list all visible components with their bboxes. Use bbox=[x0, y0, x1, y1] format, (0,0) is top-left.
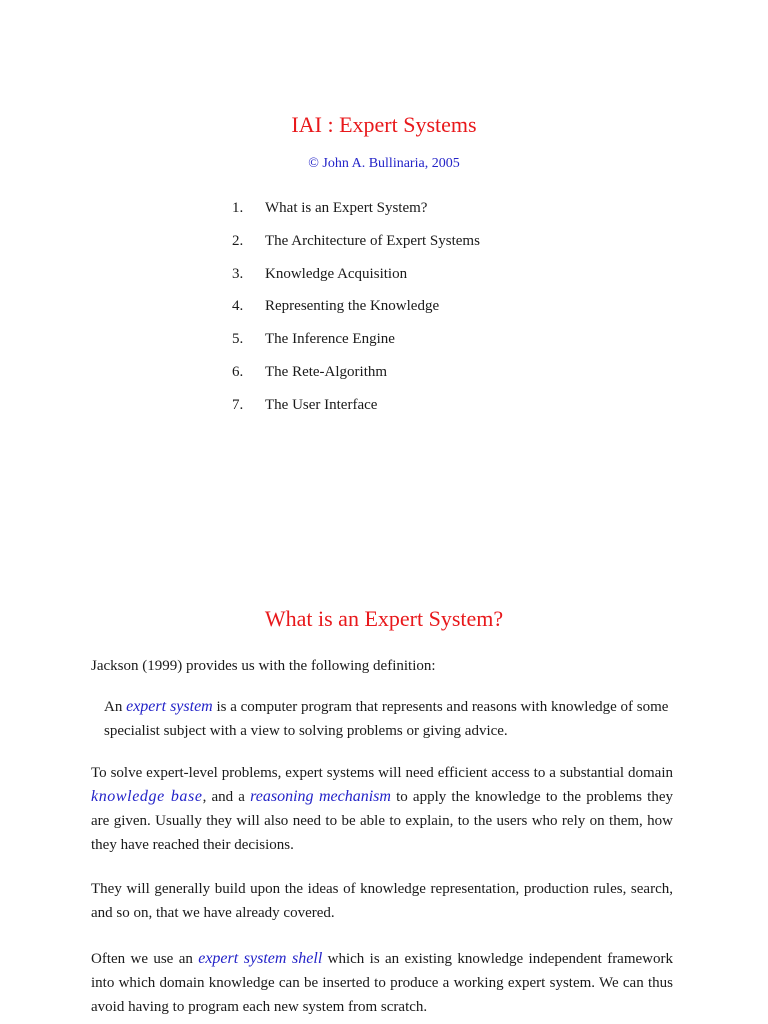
toc-item[interactable] bbox=[232, 364, 480, 397]
toc-item-label: What is an Expert System? bbox=[265, 200, 428, 216]
toc-item-label: Knowledge Acquisition bbox=[265, 265, 408, 282]
toc-item[interactable] bbox=[232, 200, 480, 233]
toc-item-number: 7. bbox=[232, 396, 244, 413]
paragraph-knowledge-base bbox=[91, 761, 673, 857]
definition-quote bbox=[104, 695, 674, 743]
paragraph-expert-system-shell bbox=[91, 947, 673, 1019]
paragraph-text: which is an existing knowledge independent framework into which domain knowledge can be inserted to produce a working expert system. We can thus avoid having to program each new system from scratch. bbox=[91, 951, 673, 1015]
toc-item-number: 5. bbox=[232, 331, 244, 348]
definition-text: An bbox=[104, 699, 127, 715]
term-expert-system: expert system bbox=[126, 698, 213, 715]
definition-text: is a computer program that represents and reasons with knowledge of some specialist subject with a view to solving problems or giving advice. bbox=[104, 699, 669, 739]
toc-item[interactable] bbox=[232, 233, 480, 266]
paragraph-build-upon: They will generally build upon the ideas of knowledge representation, production rules, search, and so on, that we have already covered. bbox=[91, 881, 673, 921]
toc-item-number: 4. bbox=[232, 298, 244, 315]
toc-item-number: 2. bbox=[232, 232, 244, 249]
term-reasoning-mechanism: reasoning mechanism bbox=[250, 788, 391, 805]
paragraph-text: , and a bbox=[202, 789, 251, 805]
toc-item[interactable] bbox=[232, 331, 480, 364]
toc-item-label: The Rete-Algorithm bbox=[265, 363, 388, 380]
toc-item[interactable] bbox=[232, 397, 480, 430]
toc-item[interactable] bbox=[232, 298, 480, 331]
toc-item-number: 6. bbox=[232, 363, 244, 380]
section-title: What is an Expert System? bbox=[264, 606, 504, 631]
paragraph-text: To solve expert-level problems, expert systems will need efficient access to a substantial domain bbox=[91, 765, 673, 781]
copyright-notice: © John A. Bullinaria, 2005 bbox=[308, 156, 460, 171]
intro-paragraph: Jackson (1999) provides us with the following definition: bbox=[91, 658, 436, 674]
toc-item-number: 3. bbox=[232, 265, 244, 282]
toc-item-label: The User Interface bbox=[265, 396, 378, 413]
toc-item[interactable] bbox=[232, 266, 480, 299]
term-knowledge-base: knowledge base bbox=[91, 788, 203, 805]
paragraph-text: to apply the knowledge to the problems they are given. Usually they will also need to be able to explain, to the users who rely on them, how they have reached their decisions. bbox=[91, 789, 674, 853]
paragraph-text: Often we use an bbox=[91, 951, 199, 967]
toc-item-label: The Architecture of Expert Systems bbox=[265, 232, 480, 249]
toc-item-label: The Inference Engine bbox=[265, 331, 395, 348]
term-expert-system-shell: expert system shell bbox=[198, 950, 323, 967]
document-title: IAI : Expert Systems bbox=[291, 112, 477, 137]
toc-item-label: Representing the Knowledge bbox=[265, 298, 440, 315]
toc-item-number: 1. bbox=[232, 200, 244, 216]
table-of-contents bbox=[232, 200, 480, 430]
